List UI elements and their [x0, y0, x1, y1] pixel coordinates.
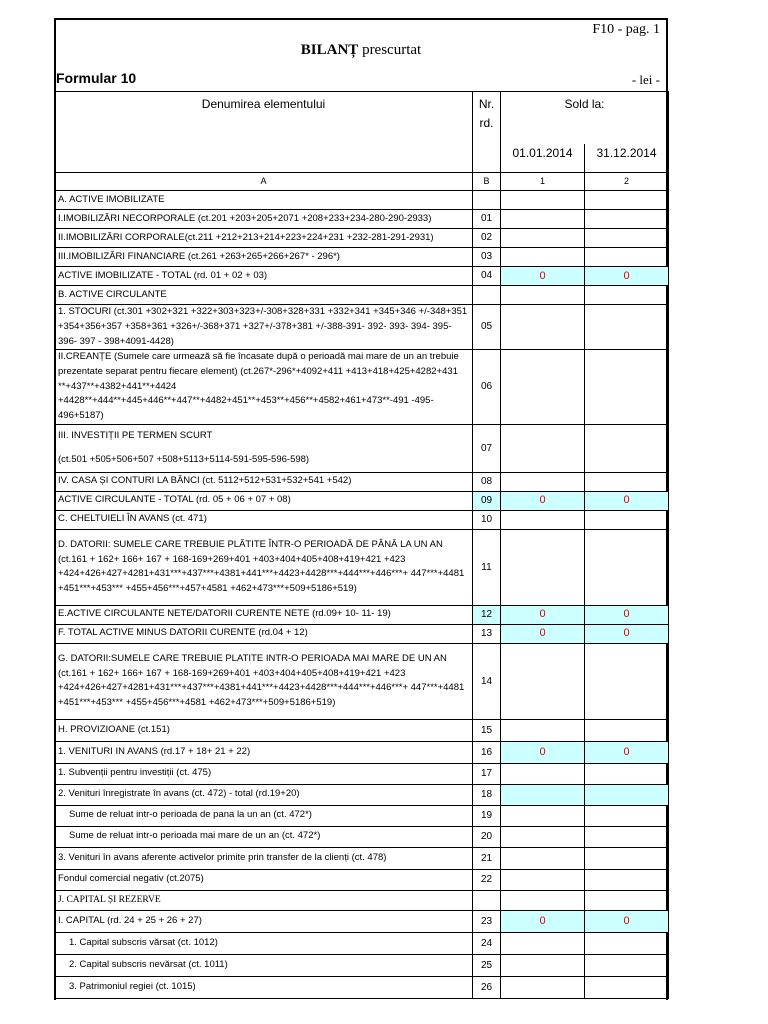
table-row — [55, 805, 669, 826]
table-row-total — [55, 741, 669, 763]
row-nr: 10 — [473, 510, 501, 529]
row-label: 1. VENITURI IN AVANS (rd.17 + 18+ 21 + 22) — [55, 741, 473, 763]
row-value-1[interactable] — [501, 424, 585, 472]
row-nr: 06 — [473, 350, 501, 425]
row-nr: 25 — [473, 954, 501, 976]
form-title — [54, 42, 668, 59]
row-label: A. ACTIVE IMOBILIZATE — [55, 191, 473, 210]
row-value-1[interactable] — [501, 529, 585, 605]
table-row — [55, 229, 669, 248]
row-label: J. CAPITAL ȘI REZERVE — [55, 890, 473, 910]
table-row-total — [55, 491, 669, 510]
row-label: Sume de reluat intr-o perioada de pana la un an (ct. 472*) — [55, 805, 473, 826]
row-value-1 — [501, 890, 585, 910]
table-row-total — [55, 910, 669, 932]
column-date-1: 01.01.2014 — [501, 144, 585, 173]
row-value-2[interactable] — [585, 826, 669, 847]
row-value-2: 0 — [585, 741, 669, 763]
row-value-2[interactable] — [585, 932, 669, 954]
row-label: III.IMOBILIZĂRI FINANCIARE (ct.261 +263+265+266+267* - 296*) — [55, 248, 473, 267]
row-label: 1. Capital subscris vărsat (ct. 1012) — [55, 932, 473, 954]
row-value-1: 0 — [501, 624, 585, 643]
row-nr — [473, 286, 501, 305]
table-row — [55, 510, 669, 529]
row-value-2 — [585, 286, 669, 305]
row-nr: 18 — [473, 784, 501, 805]
row-value-2[interactable] — [585, 229, 669, 248]
row-value-1 — [501, 286, 585, 305]
title-rest: prescurtat — [358, 42, 422, 58]
row-value-2[interactable] — [585, 976, 669, 998]
row-value-1[interactable] — [501, 229, 585, 248]
row-nr: 05 — [473, 305, 501, 350]
row-value-2[interactable] — [585, 191, 669, 210]
row-nr: 22 — [473, 869, 501, 890]
row-value-2[interactable] — [585, 472, 669, 491]
row-value-2[interactable] — [585, 210, 669, 229]
row-nr: 07 — [473, 424, 501, 472]
row-value-1[interactable] — [501, 954, 585, 976]
table-row — [55, 954, 669, 976]
column-header-name: Denumirea elementului — [55, 92, 473, 173]
row-label — [55, 424, 473, 472]
row-value-1[interactable] — [501, 805, 585, 826]
row-label: 2. Venituri înregistrate în avans (ct. 472) - total (rd.19+20) — [55, 784, 473, 805]
row-value-2[interactable] — [585, 248, 669, 267]
column-header-row — [55, 92, 669, 144]
table-row — [55, 932, 669, 954]
row-label: 2. Capital subscris nevărsat (ct. 1011) — [55, 954, 473, 976]
letter-2: 2 — [585, 173, 669, 191]
table-row — [55, 890, 669, 910]
row-value-1[interactable] — [501, 763, 585, 784]
row-value-2: 0 — [585, 910, 669, 932]
row-label: D. DATORII: SUMELE CARE TREBUIE PLĂTITE ÎNTR-O PERIOADĂ DE PÂNĂ LA UN AN (ct.161 + 162+ 166+ 167 + 168-169+269+401 +403+404+405+408+419+421 +423 +424+426+427+4281+431***+437***+4381+441***+4423+4428***+444***+446***+ 447***+4481 +451***+453*** +455+456***+457+4581 +462+473***+509+5186+519) — [55, 529, 473, 605]
row-value-1: 0 — [501, 910, 585, 932]
row-nr: 11 — [473, 529, 501, 605]
table-row — [55, 424, 669, 472]
row-value-2: 0 — [585, 491, 669, 510]
table-row — [55, 763, 669, 784]
row-label: C. CHELTUIELI ÎN AVANS (ct. 471) — [55, 510, 473, 529]
row-value-2[interactable] — [585, 510, 669, 529]
nr-line1: Nr. — [478, 97, 495, 111]
balance-sheet-table — [54, 91, 669, 999]
table-row — [55, 210, 669, 229]
column-header-nr — [473, 92, 501, 173]
table-row — [55, 529, 669, 605]
row-label: II.CREANȚE (Sumele care urmează să fie încasate după o perioadă mai mare de un an trebuie prezentate separat pentru fiecare element) (ct.267*-296*+4092+411 +413+418+425+4282+431 **+437**+4382+441**+4424 +4428**+444**+445+446**+447**+4482+451**+453**+456**+4582+461+473**-491 -495-496+5187) — [55, 350, 473, 425]
table-row — [55, 472, 669, 491]
row-value-2: 0 — [585, 267, 669, 286]
row-label: ACTIVE CIRCULANTE - TOTAL (rd. 05 + 06 + 07 + 08) — [55, 491, 473, 510]
row-value-2: 0 — [585, 624, 669, 643]
row-value-1[interactable] — [501, 932, 585, 954]
table-row — [55, 826, 669, 847]
row-nr: 04 — [473, 267, 501, 286]
row-nr: 12 — [473, 605, 501, 624]
row-label-accounts: (ct.501 +505+506+507 +508+5113+5114-591-595-596-598) — [58, 454, 310, 466]
row-value-1[interactable] — [501, 976, 585, 998]
row-value-1[interactable] — [501, 191, 585, 210]
row-nr: 03 — [473, 248, 501, 267]
row-label-title: III. INVESTIȚII PE TERMEN SCURT — [58, 429, 213, 441]
row-label: B. ACTIVE CIRCULANTE — [55, 286, 473, 305]
column-header-sold: Sold la: — [501, 92, 669, 144]
row-value-1[interactable] — [501, 847, 585, 869]
form-header — [54, 18, 668, 92]
column-date-2: 31.12.2014 — [585, 144, 669, 173]
row-value-1[interactable] — [501, 719, 585, 741]
row-value-2[interactable] — [585, 350, 669, 425]
row-label: IV. CASA ȘI CONTURI LA BĂNCI (ct. 5112+512+531+532+541 +542) — [55, 472, 473, 491]
table-row — [55, 643, 669, 719]
table-row — [55, 248, 669, 267]
row-nr: 16 — [473, 741, 501, 763]
currency-label: - lei - — [631, 72, 660, 87]
table-row — [55, 305, 669, 350]
row-label: II.IMOBILIZĂRI CORPORALE(ct.211 +212+213+214+223+224+231 +232-281-291-2931) — [55, 229, 473, 248]
row-value-1: 0 — [501, 491, 585, 510]
table-row — [55, 286, 669, 305]
table-row — [55, 784, 669, 805]
row-value-2: 0 — [585, 605, 669, 624]
row-label: Sume de reluat intr-o perioada mai mare de un an (ct. 472*) — [55, 826, 473, 847]
row-nr: 02 — [473, 229, 501, 248]
table-row-total — [55, 267, 669, 286]
row-label: 1. STOCURI (ct.301 +302+321 +322+303+323+/-308+328+331 +332+341 +345+346 +/-348+351 +354+356+357 +358+361 +326+/-368+371 +327+/-378+381 +/-388-391- 392- 393- 394- 395- 396- 397 - 398+4091-4428) — [55, 305, 473, 350]
table-row — [55, 350, 669, 425]
letter-a: A — [55, 173, 473, 191]
row-label: 3. Patrimoniul regiei (ct. 1015) — [55, 976, 473, 998]
table-row — [55, 976, 669, 998]
row-value-2[interactable] — [585, 643, 669, 719]
table-row — [55, 869, 669, 890]
row-value-2[interactable] — [585, 847, 669, 869]
row-value-1[interactable] — [501, 248, 585, 267]
table-row — [55, 719, 669, 741]
row-nr: 20 — [473, 826, 501, 847]
row-label: I. CAPITAL (rd. 24 + 25 + 26 + 27) — [55, 910, 473, 932]
row-nr: 19 — [473, 805, 501, 826]
row-value-2[interactable] — [585, 954, 669, 976]
nr-line2: rd. — [479, 115, 494, 130]
row-value-1: 0 — [501, 741, 585, 763]
row-value-2[interactable] — [585, 719, 669, 741]
row-label: Fondul comercial negativ (ct.2075) — [55, 869, 473, 890]
row-nr: 13 — [473, 624, 501, 643]
row-nr: 26 — [473, 976, 501, 998]
row-nr: 01 — [473, 210, 501, 229]
row-value-2[interactable] — [585, 869, 669, 890]
row-value-1[interactable] — [501, 869, 585, 890]
row-nr: 21 — [473, 847, 501, 869]
row-label: F. TOTAL ACTIVE MINUS DATORII CURENTE (rd.04 + 12) — [55, 624, 473, 643]
row-value-2 — [585, 890, 669, 910]
row-value-1: 0 — [501, 267, 585, 286]
row-value-2[interactable] — [585, 529, 669, 605]
table-row — [55, 847, 669, 869]
row-nr: 24 — [473, 932, 501, 954]
row-label: H. PROVIZIOANE (ct.151) — [55, 719, 473, 741]
row-value-1[interactable] — [501, 472, 585, 491]
row-value-1 — [501, 784, 585, 805]
form-number: Formular 10 — [56, 70, 137, 86]
row-value-2[interactable] — [585, 805, 669, 826]
row-nr: 15 — [473, 719, 501, 741]
letter-b: B — [473, 173, 501, 191]
page-reference: F10 - pag. 1 — [592, 22, 660, 37]
table-row-total — [55, 605, 669, 624]
row-nr: 09 — [473, 491, 501, 510]
row-value-2[interactable] — [585, 763, 669, 784]
table-row-total — [55, 624, 669, 643]
row-nr: 14 — [473, 643, 501, 719]
title-bold: BILANȚ — [300, 42, 359, 58]
row-value-1[interactable] — [501, 510, 585, 529]
row-value-2[interactable] — [585, 305, 669, 350]
row-nr: 08 — [473, 472, 501, 491]
row-label: 1. Subvenții pentru investiții (ct. 475) — [55, 763, 473, 784]
column-letters-row — [55, 173, 669, 191]
row-value-1: 0 — [501, 605, 585, 624]
row-nr — [473, 890, 501, 910]
row-value-2 — [585, 784, 669, 805]
row-value-1[interactable] — [501, 350, 585, 425]
table-row — [55, 191, 669, 210]
row-value-1[interactable] — [501, 305, 585, 350]
row-nr: 17 — [473, 763, 501, 784]
row-value-1[interactable] — [501, 643, 585, 719]
row-nr — [473, 191, 501, 210]
row-label: I.IMOBILIZĂRI NECORPORALE (ct.201 +203+205+2071 +208+233+234-280-290-2933) — [55, 210, 473, 229]
row-nr: 23 — [473, 910, 501, 932]
row-label: G. DATORII:SUMELE CARE TREBUIE PLATITE INTR-O PERIOADA MAI MARE DE UN AN (ct.161 + 162+ 166+ 167 + 168-169+269+401 +403+404+405+408+419+421 +423 +424+426+427+4281+431***+437***+4381+441***+4423+4428***+444***+446***+ 447***+4481 +451***+453*** +455+456***+4581 +462+473***+509+5186+519) — [55, 643, 473, 719]
letter-1: 1 — [501, 173, 585, 191]
row-label: E.ACTIVE CIRCULANTE NETE/DATORII CURENTE NETE (rd.09+ 10- 11- 19) — [55, 605, 473, 624]
row-value-2[interactable] — [585, 424, 669, 472]
row-label: ACTIVE IMOBILIZATE - TOTAL (rd. 01 + 02 + 03) — [55, 267, 473, 286]
row-label: 3. Venituri în avans aferente activelor primite prin transfer de la clienți (ct. 478) — [55, 847, 473, 869]
row-value-1[interactable] — [501, 826, 585, 847]
row-value-1[interactable] — [501, 210, 585, 229]
